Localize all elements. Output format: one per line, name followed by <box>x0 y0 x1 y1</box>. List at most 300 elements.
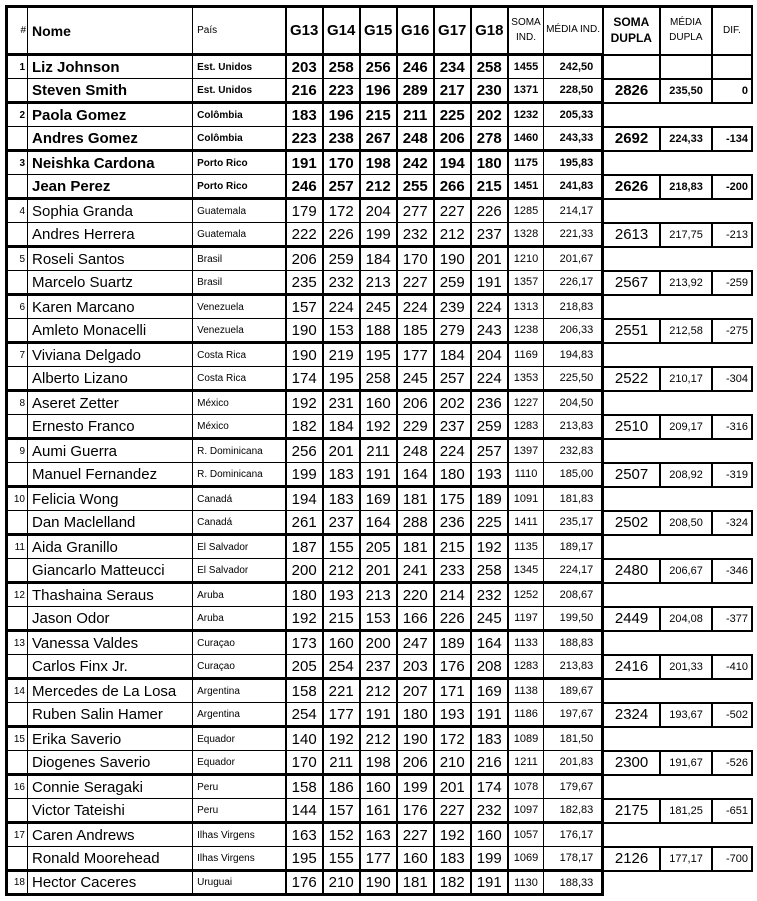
rank-cell: 11 <box>7 535 28 559</box>
game-score: 206 <box>286 247 323 271</box>
diff-value <box>712 775 752 799</box>
game-score: 177 <box>360 847 397 871</box>
avg-individual: 241,83 <box>544 175 603 199</box>
diff-value: -213 <box>712 223 752 247</box>
game-score: 204 <box>360 199 397 223</box>
sum-individual: 1227 <box>508 391 544 415</box>
sum-double <box>603 247 660 271</box>
sum-individual: 1313 <box>508 295 544 319</box>
sum-double <box>603 199 660 223</box>
game-score: 245 <box>397 367 434 391</box>
game-score: 164 <box>360 511 397 535</box>
sum-individual: 1057 <box>508 823 544 847</box>
player-name: Giancarlo Matteucci <box>28 559 193 583</box>
game-score: 174 <box>471 775 508 799</box>
game-score: 192 <box>471 535 508 559</box>
game-score: 153 <box>360 607 397 631</box>
country-cell: Ilhas Virgens <box>193 847 286 871</box>
game-score: 227 <box>397 271 434 295</box>
country-cell: Aruba <box>193 607 286 631</box>
player-name: Caren Andrews <box>28 823 193 847</box>
game-score: 236 <box>434 511 471 535</box>
game-score: 191 <box>360 703 397 727</box>
avg-individual: 179,67 <box>544 775 603 799</box>
avg-double: 209,17 <box>660 415 712 439</box>
sum-individual: 1210 <box>508 247 544 271</box>
avg-individual: 181,83 <box>544 487 603 511</box>
diff-value <box>712 583 752 607</box>
game-score: 259 <box>471 415 508 439</box>
game-score: 180 <box>471 151 508 175</box>
game-score: 231 <box>323 391 360 415</box>
game-score: 171 <box>434 679 471 703</box>
sum-double: 2522 <box>603 367 660 391</box>
game-score: 247 <box>397 631 434 655</box>
diff-value <box>712 343 752 367</box>
sum-double: 2692 <box>603 127 660 151</box>
avg-double <box>660 487 712 511</box>
table-row <box>7 199 753 223</box>
game-score: 222 <box>286 223 323 247</box>
diff-value: -324 <box>712 511 752 535</box>
table-row <box>7 847 753 871</box>
game-score: 211 <box>360 439 397 463</box>
sum-double <box>603 727 660 751</box>
game-score: 177 <box>323 703 360 727</box>
country-cell: Argentina <box>193 703 286 727</box>
table-row <box>7 607 753 631</box>
avg-double <box>660 295 712 319</box>
diff-value <box>712 727 752 751</box>
country-cell: Peru <box>193 775 286 799</box>
sum-double <box>603 487 660 511</box>
game-score: 204 <box>471 343 508 367</box>
diff-value: -319 <box>712 463 752 487</box>
sum-individual: 1460 <box>508 127 544 151</box>
game-score: 278 <box>471 127 508 151</box>
game-score: 169 <box>360 487 397 511</box>
rank-cell: 10 <box>7 487 28 511</box>
game-score: 234 <box>434 55 471 79</box>
diff-value: -200 <box>712 175 752 199</box>
game-score: 183 <box>471 727 508 751</box>
game-score: 224 <box>471 367 508 391</box>
game-score: 157 <box>323 799 360 823</box>
country-cell: Peru <box>193 799 286 823</box>
table-row <box>7 775 753 799</box>
game-score: 211 <box>323 751 360 775</box>
rank-cell <box>7 799 28 823</box>
game-score: 213 <box>360 271 397 295</box>
rank-cell: 12 <box>7 583 28 607</box>
country-cell: Uruguai <box>193 871 286 895</box>
game-score: 170 <box>323 151 360 175</box>
game-score: 182 <box>286 415 323 439</box>
game-score: 205 <box>360 535 397 559</box>
game-score: 192 <box>323 727 360 751</box>
table-row <box>7 175 753 199</box>
game-score: 190 <box>397 727 434 751</box>
sum-individual: 1357 <box>508 271 544 295</box>
rank-cell <box>7 703 28 727</box>
game-score: 160 <box>471 823 508 847</box>
avg-double: 208,50 <box>660 511 712 535</box>
sum-individual: 1345 <box>508 559 544 583</box>
game-score: 158 <box>286 775 323 799</box>
avg-double: 212,58 <box>660 319 712 343</box>
game-score: 226 <box>434 607 471 631</box>
game-score: 155 <box>323 847 360 871</box>
player-name: Thashaina Seraus <box>28 583 193 607</box>
diff-value <box>712 679 752 703</box>
game-score: 221 <box>323 679 360 703</box>
sum-individual: 1371 <box>508 79 544 103</box>
sum-double: 2126 <box>603 847 660 871</box>
diff-value: -304 <box>712 367 752 391</box>
table-row <box>7 391 753 415</box>
country-cell: R. Dominicana <box>193 463 286 487</box>
game-score: 181 <box>397 871 434 895</box>
avg-double <box>660 679 712 703</box>
diff-value: -651 <box>712 799 752 823</box>
game-score: 192 <box>286 607 323 631</box>
rank-cell <box>7 319 28 343</box>
player-name: Manuel Fernandez <box>28 463 193 487</box>
game-score: 212 <box>360 679 397 703</box>
game-score: 192 <box>360 415 397 439</box>
sum-double <box>603 391 660 415</box>
game-score: 140 <box>286 727 323 751</box>
game-score: 189 <box>471 487 508 511</box>
player-name: Hector Caceres <box>28 871 193 895</box>
sum-double: 2626 <box>603 175 660 199</box>
country-cell: Canadá <box>193 487 286 511</box>
avg-individual: 232,83 <box>544 439 603 463</box>
player-name: Aseret Zetter <box>28 391 193 415</box>
game-score: 192 <box>434 823 471 847</box>
avg-double: 213,92 <box>660 271 712 295</box>
game-score: 189 <box>434 631 471 655</box>
game-score: 183 <box>286 103 323 127</box>
game-score: 160 <box>323 631 360 655</box>
game-score: 201 <box>360 559 397 583</box>
rank-cell: 7 <box>7 343 28 367</box>
game-score: 237 <box>471 223 508 247</box>
sum-double <box>603 103 660 127</box>
avg-double <box>660 727 712 751</box>
game-score: 223 <box>323 79 360 103</box>
avg-individual: 225,50 <box>544 367 603 391</box>
table-row <box>7 679 753 703</box>
avg-individual: 189,17 <box>544 535 603 559</box>
game-score: 248 <box>397 127 434 151</box>
diff-value <box>712 631 752 655</box>
rank-cell: 2 <box>7 103 28 127</box>
game-score: 155 <box>323 535 360 559</box>
diff-value: -377 <box>712 607 752 631</box>
sum-double: 2300 <box>603 751 660 775</box>
player-name: Ruben Salin Hamer <box>28 703 193 727</box>
game-score: 227 <box>434 199 471 223</box>
avg-individual: 205,33 <box>544 103 603 127</box>
game-score: 186 <box>323 775 360 799</box>
game-score: 214 <box>434 583 471 607</box>
avg-double: 224,33 <box>660 127 712 151</box>
game-score: 190 <box>434 247 471 271</box>
game-score: 193 <box>434 703 471 727</box>
game-score: 257 <box>434 367 471 391</box>
table-row <box>7 79 753 103</box>
avg-double <box>660 391 712 415</box>
game-score: 195 <box>360 343 397 367</box>
sum-double <box>603 823 660 847</box>
rank-cell: 6 <box>7 295 28 319</box>
sum-individual: 1097 <box>508 799 544 823</box>
game-score: 190 <box>286 343 323 367</box>
sum-double: 2507 <box>603 463 660 487</box>
avg-individual: 213,83 <box>544 655 603 679</box>
sum-individual: 1211 <box>508 751 544 775</box>
game-score: 180 <box>286 583 323 607</box>
game-score: 187 <box>286 535 323 559</box>
game-score: 257 <box>323 175 360 199</box>
table-row <box>7 271 753 295</box>
game-score: 191 <box>286 151 323 175</box>
diff-value <box>712 295 752 319</box>
table-row <box>7 247 753 271</box>
rank-cell: 9 <box>7 439 28 463</box>
game-score: 254 <box>323 655 360 679</box>
diff-value: -526 <box>712 751 752 775</box>
game-score: 225 <box>471 511 508 535</box>
avg-individual: 188,83 <box>544 631 603 655</box>
avg-double <box>660 871 712 895</box>
avg-individual: 204,50 <box>544 391 603 415</box>
sum-double: 2416 <box>603 655 660 679</box>
player-name: Paola Gomez <box>28 103 193 127</box>
game-score: 180 <box>434 463 471 487</box>
game-score: 181 <box>397 487 434 511</box>
player-name: Jean Perez <box>28 175 193 199</box>
rank-cell <box>7 511 28 535</box>
player-name: Andres Gomez <box>28 127 193 151</box>
standings-body <box>7 55 753 895</box>
sum-individual: 1238 <box>508 319 544 343</box>
game-score: 183 <box>323 487 360 511</box>
table-row <box>7 751 753 775</box>
rank-cell <box>7 79 28 103</box>
country-cell: Est. Unidos <box>193 79 286 103</box>
game-score: 277 <box>397 199 434 223</box>
player-name: Aida Granillo <box>28 535 193 559</box>
country-cell: Porto Rico <box>193 151 286 175</box>
sum-individual: 1186 <box>508 703 544 727</box>
game-score: 241 <box>397 559 434 583</box>
rank-cell: 14 <box>7 679 28 703</box>
country-cell: El Salvador <box>193 535 286 559</box>
game-score: 184 <box>323 415 360 439</box>
sum-double: 2510 <box>603 415 660 439</box>
sum-double: 2551 <box>603 319 660 343</box>
sum-double <box>603 343 660 367</box>
game-score: 236 <box>471 391 508 415</box>
sum-individual: 1078 <box>508 775 544 799</box>
avg-individual: 213,83 <box>544 415 603 439</box>
country-cell: Argentina <box>193 679 286 703</box>
game-score: 196 <box>323 103 360 127</box>
rank-cell <box>7 415 28 439</box>
rank-cell: 5 <box>7 247 28 271</box>
game-score: 246 <box>286 175 323 199</box>
avg-double <box>660 343 712 367</box>
game-score: 198 <box>360 751 397 775</box>
game-score: 237 <box>323 511 360 535</box>
game-score: 227 <box>434 799 471 823</box>
game-score: 201 <box>471 247 508 271</box>
game-score: 258 <box>471 55 508 79</box>
sum-individual: 1069 <box>508 847 544 871</box>
game-score: 245 <box>360 295 397 319</box>
col-header-g16: G16 <box>397 7 434 55</box>
avg-individual: 181,50 <box>544 727 603 751</box>
diff-value <box>712 151 752 175</box>
game-score: 289 <box>397 79 434 103</box>
avg-individual: 185,00 <box>544 463 603 487</box>
game-score: 176 <box>434 655 471 679</box>
player-name: Mercedes de La Losa <box>28 679 193 703</box>
game-score: 164 <box>471 631 508 655</box>
country-cell: Brasil <box>193 271 286 295</box>
game-score: 191 <box>471 703 508 727</box>
game-score: 261 <box>286 511 323 535</box>
table-row <box>7 727 753 751</box>
avg-individual: 197,67 <box>544 703 603 727</box>
rank-cell <box>7 175 28 199</box>
game-score: 208 <box>471 655 508 679</box>
avg-double: 206,67 <box>660 559 712 583</box>
country-cell: Equador <box>193 727 286 751</box>
country-cell: México <box>193 391 286 415</box>
avg-double <box>660 199 712 223</box>
game-score: 163 <box>286 823 323 847</box>
avg-individual: 199,50 <box>544 607 603 631</box>
avg-double: 204,08 <box>660 607 712 631</box>
table-row <box>7 103 753 127</box>
game-score: 176 <box>286 871 323 895</box>
game-score: 213 <box>360 583 397 607</box>
game-score: 188 <box>360 319 397 343</box>
sum-individual: 1197 <box>508 607 544 631</box>
country-cell: Canadá <box>193 511 286 535</box>
game-score: 202 <box>471 103 508 127</box>
sum-double: 2175 <box>603 799 660 823</box>
table-row <box>7 799 753 823</box>
avg-double: 208,92 <box>660 463 712 487</box>
player-name: Alberto Lizano <box>28 367 193 391</box>
game-score: 210 <box>323 871 360 895</box>
rank-cell <box>7 223 28 247</box>
rank-cell <box>7 607 28 631</box>
game-score: 256 <box>360 55 397 79</box>
game-score: 195 <box>286 847 323 871</box>
game-score: 266 <box>434 175 471 199</box>
col-header-g14: G14 <box>323 7 360 55</box>
game-score: 160 <box>360 775 397 799</box>
player-name: Roseli Santos <box>28 247 193 271</box>
diff-value <box>712 487 752 511</box>
sum-individual: 1130 <box>508 871 544 895</box>
rank-cell: 17 <box>7 823 28 847</box>
game-score: 200 <box>360 631 397 655</box>
game-score: 215 <box>434 535 471 559</box>
avg-individual: 194,83 <box>544 343 603 367</box>
game-score: 199 <box>360 223 397 247</box>
sum-individual: 1397 <box>508 439 544 463</box>
sum-individual: 1451 <box>508 175 544 199</box>
table-row <box>7 439 753 463</box>
game-score: 258 <box>471 559 508 583</box>
game-score: 227 <box>397 823 434 847</box>
game-score: 217 <box>434 79 471 103</box>
avg-double: 210,17 <box>660 367 712 391</box>
country-cell: Colômbia <box>193 127 286 151</box>
sum-double <box>603 583 660 607</box>
game-score: 157 <box>286 295 323 319</box>
game-score: 232 <box>323 271 360 295</box>
game-score: 210 <box>434 751 471 775</box>
col-header-media-dupla: MÉDIA DUPLA <box>660 7 712 55</box>
diff-value <box>712 823 752 847</box>
sum-double: 2502 <box>603 511 660 535</box>
player-name: Sophia Granda <box>28 199 193 223</box>
col-header-soma-ind: SOMA IND. <box>508 7 544 55</box>
game-score: 257 <box>471 439 508 463</box>
player-name: Connie Seragaki <box>28 775 193 799</box>
table-row <box>7 151 753 175</box>
rank-cell <box>7 271 28 295</box>
sum-individual: 1411 <box>508 511 544 535</box>
game-score: 224 <box>434 439 471 463</box>
game-score: 196 <box>360 79 397 103</box>
game-score: 201 <box>323 439 360 463</box>
game-score: 212 <box>360 727 397 751</box>
sum-individual: 1110 <box>508 463 544 487</box>
table-row <box>7 487 753 511</box>
sum-individual: 1283 <box>508 415 544 439</box>
sum-double <box>603 775 660 799</box>
player-name: Jason Odor <box>28 607 193 631</box>
game-score: 211 <box>397 103 434 127</box>
game-score: 175 <box>434 487 471 511</box>
rank-cell: 13 <box>7 631 28 655</box>
game-score: 170 <box>397 247 434 271</box>
avg-individual: 189,67 <box>544 679 603 703</box>
game-score: 195 <box>323 367 360 391</box>
game-score: 182 <box>434 871 471 895</box>
rank-cell <box>7 655 28 679</box>
player-name: Ernesto Franco <box>28 415 193 439</box>
game-score: 206 <box>434 127 471 151</box>
game-score: 161 <box>360 799 397 823</box>
diff-value: -346 <box>712 559 752 583</box>
country-cell: Brasil <box>193 247 286 271</box>
game-score: 206 <box>397 391 434 415</box>
rank-cell <box>7 559 28 583</box>
col-header-country: País <box>193 7 286 55</box>
game-score: 238 <box>323 127 360 151</box>
game-score: 183 <box>434 847 471 871</box>
player-name: Liz Johnson <box>28 55 193 79</box>
